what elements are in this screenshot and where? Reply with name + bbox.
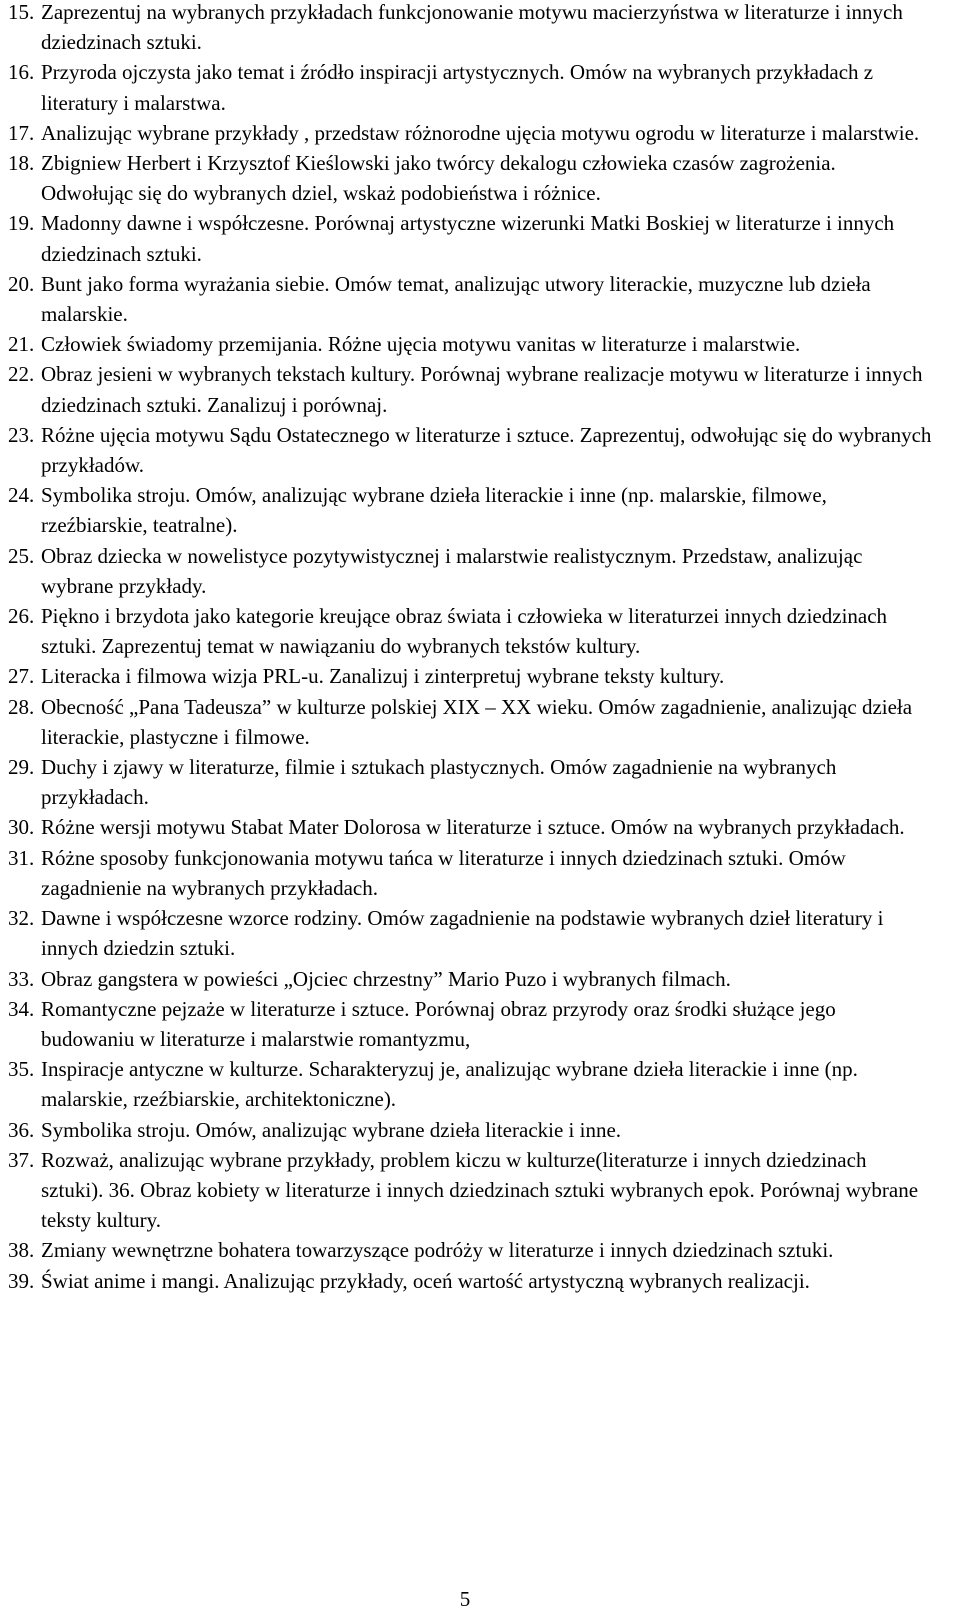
topic-text: Różne sposoby funkcjonowania motywu tańca w literaturze i innych dziedzinach sztuki. Omów zagadnienie na wybranych przykładach. <box>41 845 846 900</box>
topic-text: Symbolika stroju. Omów, analizując wybrane dzieła literackie i inne. <box>41 1117 622 1142</box>
topic-item <box>8 903 938 963</box>
topic-item <box>8 843 938 903</box>
topic-item <box>8 541 938 601</box>
topic-item <box>8 1054 938 1114</box>
topic-item <box>8 420 938 480</box>
topic-number: 26. <box>8 604 35 629</box>
topic-number: 38. <box>8 1238 35 1263</box>
topic-item <box>8 269 938 329</box>
topic-text: Zbigniew Herbert i Krzysztof Kieślowski jako twórcy dekalogu człowieka czasów zagrożenia. Odwołując się do wybranych dziel, wskaż podobieństwa i różnice. <box>41 151 836 206</box>
topic-text: Romantyczne pejzaże w literaturze i sztuce. Porównaj obraz przyrody oraz środki służące jego budowaniu w literaturze i malarstwie romantyzmu, <box>41 996 836 1051</box>
topic-item <box>8 359 938 419</box>
topic-text: Zmiany wewnętrzne bohatera towarzyszące podróży w literaturze i innych dziedzinach sztuki. <box>41 1238 834 1263</box>
topic-number: 30. <box>8 815 35 840</box>
topic-number: 25. <box>8 543 35 568</box>
topic-text: Madonny dawne i współczesne. Porównaj artystyczne wizerunki Matki Boskiej w literaturze i innych dziedzinach sztuki. <box>41 211 895 266</box>
topic-number: 36. <box>8 1117 35 1142</box>
topic-number: 27. <box>8 664 35 689</box>
topic-item <box>8 1145 938 1236</box>
topic-item <box>8 148 938 208</box>
topic-number: 17. <box>8 120 35 145</box>
topic-number: 16. <box>8 60 35 85</box>
topic-item <box>8 118 938 148</box>
topic-item <box>8 329 938 359</box>
topic-number: 29. <box>8 755 35 780</box>
topic-number: 15. <box>8 0 35 24</box>
topic-number: 20. <box>8 271 35 296</box>
topic-number: 19. <box>8 211 35 236</box>
topic-item <box>8 1235 938 1265</box>
topic-text: Symbolika stroju. Omów, analizując wybrane dzieła literackie i inne (np. malarskie, filmowe, rzeźbiarskie, teatralne). <box>41 483 827 538</box>
topic-number: 34. <box>8 996 35 1021</box>
topic-number: 32. <box>8 906 35 931</box>
topic-item <box>8 601 938 661</box>
topic-number: 18. <box>8 151 35 176</box>
topic-text: Różne ujęcia motywu Sądu Ostatecznego w literaturze i sztuce. Zaprezentuj, odwołując się do wybranych przykładów. <box>41 422 932 478</box>
topic-item <box>8 752 938 812</box>
topic-text: Piękno i brzydota jako kategorie kreujące obraz świata i człowieka w literaturzei innych dziedzinach sztuki. Zaprezentuj temat w nawiązaniu do wybranych tekstów kultury. <box>41 604 888 659</box>
topic-item <box>8 480 938 540</box>
topic-item <box>8 1266 938 1296</box>
topic-number: 33. <box>8 966 35 991</box>
topic-text: Obraz gangstera w powieści „Ojciec chrzestny” Mario Puzo i wybranych filmach. <box>41 966 731 991</box>
topic-text: Dawne i współczesne wzorce rodziny. Omów zagadnienie na podstawie wybranych dzieł literatury i innych dziedzin sztuki. <box>41 906 884 961</box>
topic-number: 31. <box>8 845 35 870</box>
topic-text: Obecność „Pana Tadeusza” w kulturze polskiej XIX – XX wieku. Omów zagadnienie, analizując dzieła literackie, plastyczne i filmowe. <box>41 694 913 749</box>
topic-number: 37. <box>8 1147 35 1172</box>
topic-item <box>8 812 938 842</box>
topic-item <box>8 1115 938 1145</box>
topic-number: 35. <box>8 1057 35 1082</box>
topic-text: Człowiek świadomy przemijania. Różne ujęcia motywu vanitas w literaturze i malarstwie. <box>41 332 801 357</box>
topic-text: Różne wersji motywu Stabat Mater Dolorosa w literaturze i sztuce. Omów na wybranych przykładach. <box>41 815 905 840</box>
topic-number: 23. <box>8 422 35 447</box>
topic-number: 22. <box>8 362 35 387</box>
topic-text: Świat anime i mangi. Analizując przykłady, oceń wartość artystyczną wybranych realizacji. <box>41 1268 810 1293</box>
topic-item <box>8 692 938 752</box>
topic-text: Duchy i zjawy w literaturze, filmie i sztukach plastycznych. Omów zagadnienie na wybranych przykładach. <box>41 755 837 810</box>
topic-text: Literacka i filmowa wizja PRL-u. Zanalizuj i zinterpretuj wybrane teksty kultury. <box>41 664 725 689</box>
topic-item <box>8 964 938 994</box>
topic-text: Obraz jesieni w wybranych tekstach kultury. Porównaj wybrane realizacje motywu w literaturze i innych dziedzinach sztuki. Zanalizuj i porównaj. <box>41 362 923 417</box>
topic-number: 21. <box>8 332 35 357</box>
topic-item <box>8 0 938 57</box>
topic-text: Inspiracje antyczne w kulturze. Scharakteryzuj je, analizując wybrane dzieła literackie i inne (np. malarskie, rzeźbiarskie, architektoniczne). <box>41 1057 858 1112</box>
topic-text: Zaprezentuj na wybranych przykładach funkcjonowanie motywu macierzyństwa w literaturze i innych dziedzinach sztuki. <box>41 0 903 55</box>
topic-text: Obraz dziecka w nowelistyce pozytywistycznej i malarstwie realistycznym. Przedstaw, analizując wybrane przykłady. <box>41 543 863 598</box>
topic-number: 24. <box>8 483 35 508</box>
topic-list <box>8 0 938 1296</box>
topic-text: Bunt jako forma wyrażania siebie. Omów temat, analizując utwory literackie, muzyczne lub dzieła malarskie. <box>41 271 871 327</box>
page-number: 5 <box>459 1587 471 1611</box>
topic-item <box>8 994 938 1054</box>
topic-number: 28. <box>8 694 35 719</box>
topic-number: 39. <box>8 1268 35 1293</box>
topic-text: Rozważ, analizując wybrane przykłady, problem kiczu w kulturze(literaturze i innych dziedzinach sztuki). 36. Obraz kobiety w literaturze i innych dziedzinach sztuki wybranych epok. Porównaj wybrane teksty kultury. <box>41 1147 919 1233</box>
topic-text: Analizując wybrane przykłady , przedstaw różnorodne ujęcia motywu ogrodu w literaturze i malarstwie. <box>41 120 920 145</box>
topic-text: Przyroda ojczysta jako temat i źródło inspiracji artystycznych. Omów na wybranych przykładach z literatury i malarstwa. <box>41 60 874 115</box>
topic-item <box>8 661 938 691</box>
topic-item <box>8 57 938 117</box>
topic-item <box>8 208 938 268</box>
